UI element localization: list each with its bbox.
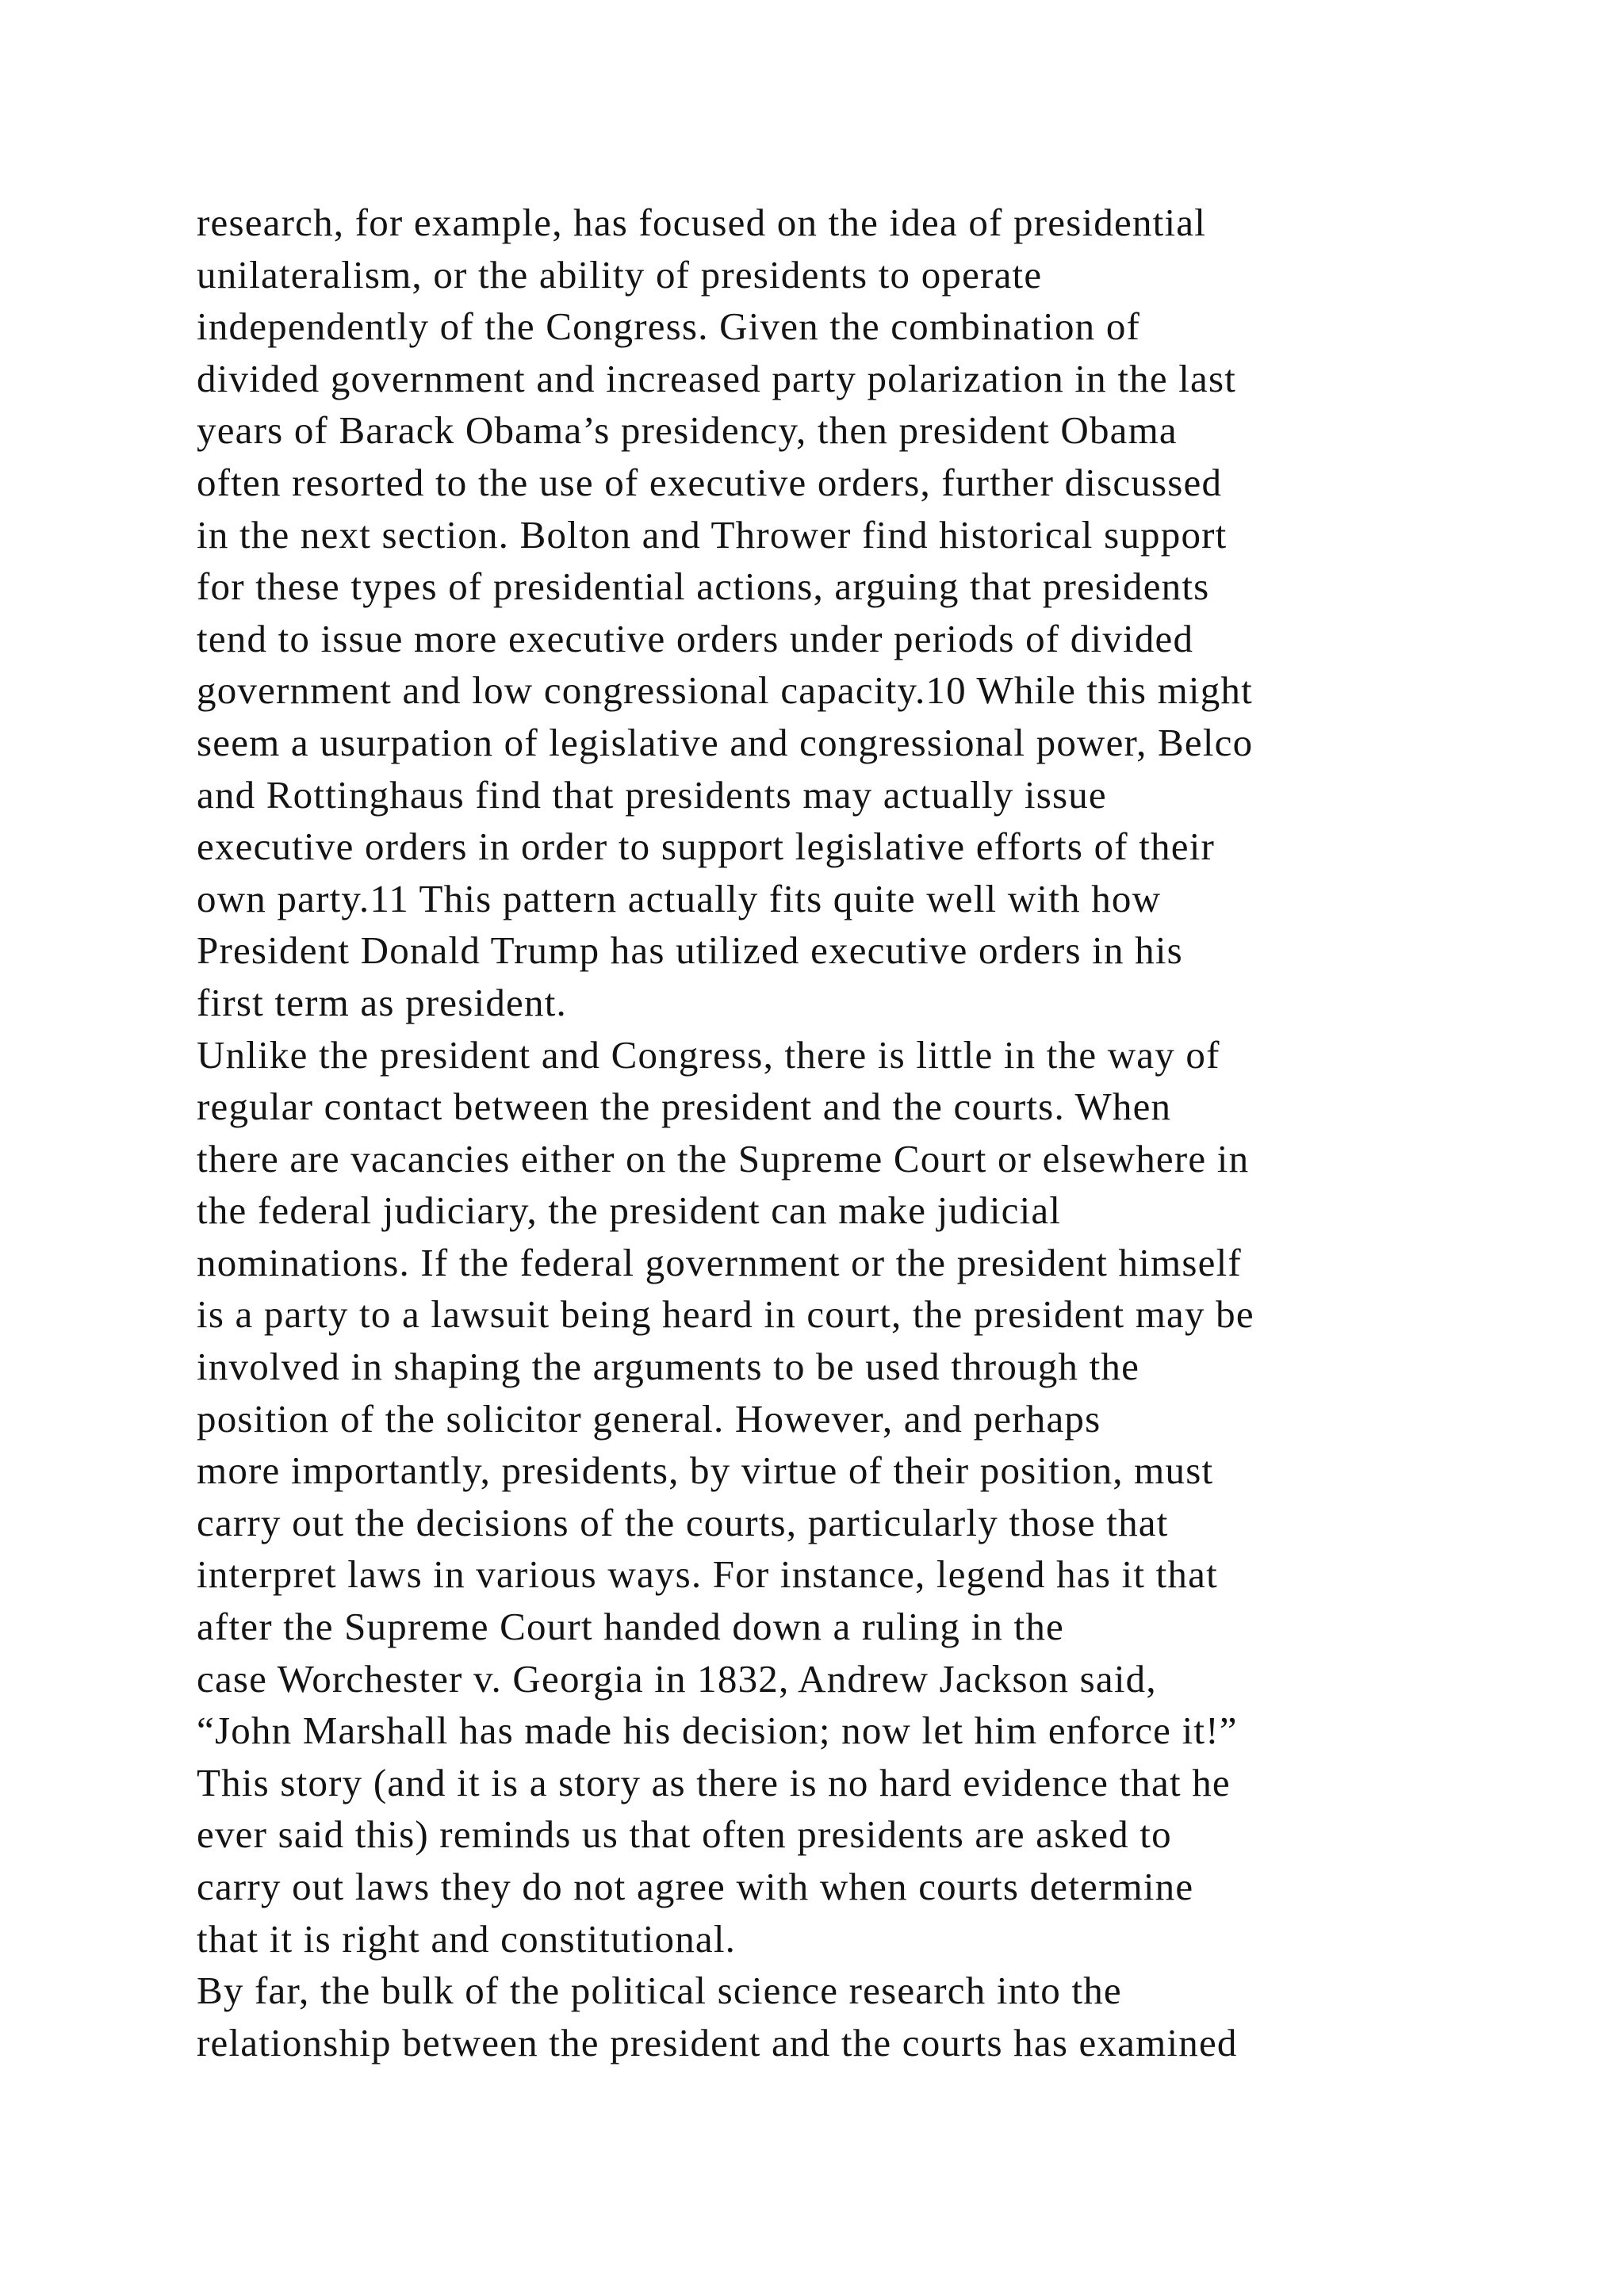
text-line: regular contact between the president and the courts. When — [197, 1085, 1172, 1129]
text-line: after the Supreme Court handed down a ruling in the — [197, 1605, 1065, 1649]
text-line: President Donald Trump has utilized executive orders in his — [197, 928, 1183, 973]
text-line: executive orders in order to support legislative efforts of their — [197, 825, 1216, 869]
text-line: relationship between the president and the courts has examined — [197, 2020, 1238, 2064]
body-text — [197, 197, 1529, 2068]
text-line: for these types of presidential actions, arguing that presidents — [197, 564, 1210, 609]
text-line: government and low congressional capacity.10 While this might — [197, 668, 1253, 713]
text-line: more importantly, presidents, by virtue of their position, must — [197, 1448, 1214, 1493]
text-line: ever said this) reminds us that often presidents are asked to — [197, 1812, 1172, 1857]
text-line: “John Marshall has made his decision; now let him enforce it!” — [197, 1709, 1238, 1753]
text-line: unilateralism, or the ability of presidents to operate — [197, 252, 1043, 297]
text-line: years of Barack Obama’s presidency, then president Obama — [197, 408, 1178, 453]
text-line: independently of the Congress. Given the combination of — [197, 304, 1141, 349]
text-line: By far, the bulk of the political science research into the — [197, 1969, 1122, 2013]
text-line: tend to issue more executive orders under periods of divided — [197, 616, 1194, 660]
text-line: own party.11 This pattern actually fits quite well with how — [197, 876, 1162, 920]
text-line: research, for example, has focused on the idea of presidential — [197, 201, 1207, 244]
text-line: divided government and increased party polarization in the last — [197, 356, 1237, 400]
text-line: in the next section. Bolton and Thrower find historical support — [197, 512, 1228, 557]
text-line: involved in shaping the arguments to be used through the — [197, 1345, 1140, 1389]
text-line: the federal judiciary, the president can make judicial — [197, 1188, 1062, 1233]
text-line: seem a usurpation of legislative and congressional power, Belco — [197, 720, 1254, 764]
text-line: that it is right and constitutional. — [197, 1916, 737, 1961]
text-line: and Rottinghaus find that presidents may actually issue — [197, 772, 1107, 817]
text-line: there are vacancies either on the Supreme Court or elsewhere in — [197, 1136, 1250, 1181]
text-line: This story (and it is a story as there is no hard evidence that he — [197, 1760, 1231, 1804]
text-line: case Worchester v. Georgia in 1832, Andrew Jackson said, — [197, 1656, 1157, 1701]
text-line: carry out the decisions of the courts, particularly those that — [197, 1500, 1169, 1544]
text-line: Unlike the president and Congress, there is little in the way of — [197, 1032, 1220, 1077]
text-line: nominations. If the federal government or the president himself — [197, 1240, 1242, 1284]
text-line: interpret laws in various ways. For instance, legend has it that — [197, 1552, 1218, 1597]
text-line: carry out laws they do not agree with when courts determine — [197, 1865, 1194, 1908]
text-line: often resorted to the use of executive orders, further discussed — [197, 460, 1223, 504]
text-line: first term as president. — [197, 980, 567, 1024]
text-line: is a party to a lawsuit being heard in court, the president may be — [197, 1292, 1254, 1337]
text-line: position of the solicitor general. However, and perhaps — [197, 1396, 1101, 1441]
